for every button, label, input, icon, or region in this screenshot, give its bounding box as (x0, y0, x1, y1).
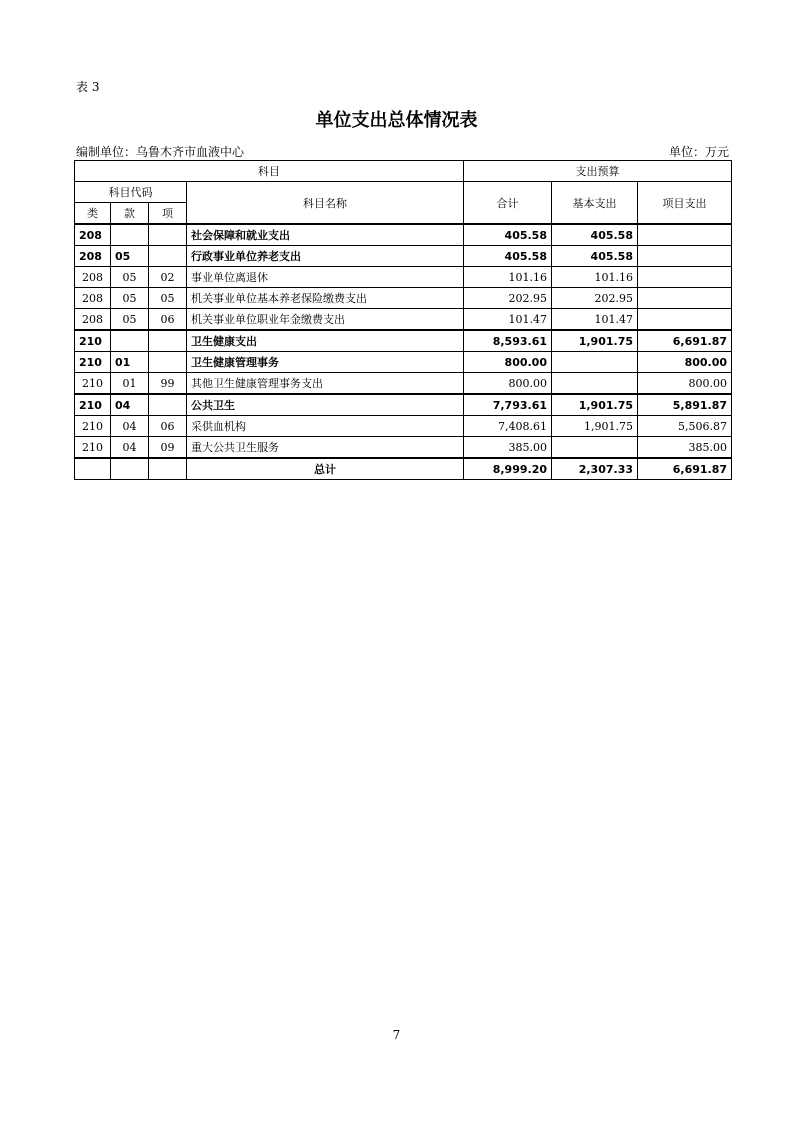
header-name: 科目名称 (187, 182, 464, 225)
cell-basic: 405.58 (552, 224, 638, 246)
cell-basic: 1,901.75 (552, 416, 638, 437)
header-lei: 类 (75, 203, 111, 225)
cell-project: 5,506.87 (638, 416, 732, 437)
cell-kuan: 05 (111, 246, 149, 267)
cell-lei: 208 (75, 224, 111, 246)
header-project: 项目支出 (638, 182, 732, 225)
cell-name: 采供血机构 (187, 416, 464, 437)
cell-xiang: 02 (149, 267, 187, 288)
cell-xiang: 05 (149, 288, 187, 309)
expenditure-table (74, 160, 732, 480)
cell-xiang (149, 224, 187, 246)
cell-name: 机关事业单位基本养老保险缴费支出 (187, 288, 464, 309)
cell-project: 385.00 (638, 437, 732, 459)
cell-name: 卫生健康支出 (187, 330, 464, 352)
cell-name: 其他卫生健康管理事务支出 (187, 373, 464, 395)
cell-xiang: 06 (149, 416, 187, 437)
page-title: 单位支出总体情况表 (315, 110, 478, 131)
cell-lei: 210 (75, 373, 111, 395)
table-row (75, 309, 732, 331)
cell-lei: 208 (75, 309, 111, 331)
cell-lei: 208 (75, 267, 111, 288)
cell-basic: 1,901.75 (552, 394, 638, 416)
header-kuan: 款 (111, 203, 149, 225)
total-basic: 2,307.33 (552, 458, 638, 480)
table-row (75, 224, 732, 246)
table-row (75, 394, 732, 416)
table-row (75, 288, 732, 309)
cell-total: 405.58 (464, 224, 552, 246)
cell-total: 405.58 (464, 246, 552, 267)
cell-project (638, 288, 732, 309)
cell-lei: 210 (75, 416, 111, 437)
cell-basic: 101.16 (552, 267, 638, 288)
header-basic: 基本支出 (552, 182, 638, 225)
cell-total: 202.95 (464, 288, 552, 309)
table-row (75, 267, 732, 288)
cell-total: 7,793.61 (464, 394, 552, 416)
total-project: 6,691.87 (638, 458, 732, 480)
cell-kuan: 04 (111, 416, 149, 437)
cell-kuan: 05 (111, 267, 149, 288)
cell-kuan (111, 224, 149, 246)
unit-label: 单位：万元 (668, 145, 729, 159)
cell-project: 800.00 (638, 352, 732, 373)
cell-xiang: 06 (149, 309, 187, 331)
cell-name: 社会保障和就业支出 (187, 224, 464, 246)
cell-project (638, 246, 732, 267)
cell-xiang: 99 (149, 373, 187, 395)
cell-total: 7,408.61 (464, 416, 552, 437)
table-row (75, 416, 732, 437)
org-label: 编制单位：乌鲁木齐市血液中心 (76, 145, 245, 159)
cell-xiang: 09 (149, 437, 187, 459)
table-row (75, 352, 732, 373)
cell-kuan: 04 (111, 437, 149, 459)
cell-total: 385.00 (464, 437, 552, 459)
cell-kuan (111, 458, 149, 480)
cell-lei: 210 (75, 330, 111, 352)
cell-basic: 202.95 (552, 288, 638, 309)
cell-name: 公共卫生 (187, 394, 464, 416)
cell-project: 6,691.87 (638, 330, 732, 352)
cell-kuan: 05 (111, 309, 149, 331)
cell-lei: 208 (75, 246, 111, 267)
cell-basic: 405.58 (552, 246, 638, 267)
cell-lei: 210 (75, 437, 111, 459)
cell-xiang (149, 246, 187, 267)
cell-name: 机关事业单位职业年金缴费支出 (187, 309, 464, 331)
cell-basic (552, 373, 638, 395)
cell-basic: 1,901.75 (552, 330, 638, 352)
cell-project (638, 309, 732, 331)
total-label: 总计 (187, 458, 464, 480)
cell-total: 800.00 (464, 373, 552, 395)
table-tag: 表 3 (76, 80, 100, 94)
header-xiang: 项 (149, 203, 187, 225)
total-total: 8,999.20 (464, 458, 552, 480)
cell-kuan (111, 330, 149, 352)
cell-project (638, 267, 732, 288)
cell-xiang (149, 394, 187, 416)
header-budget: 支出预算 (464, 161, 732, 182)
total-row (75, 458, 732, 480)
header-subject: 科目 (75, 161, 464, 182)
cell-lei: 210 (75, 394, 111, 416)
cell-basic: 101.47 (552, 309, 638, 331)
cell-kuan: 04 (111, 394, 149, 416)
cell-lei (75, 458, 111, 480)
table-row (75, 246, 732, 267)
page-number: 7 (392, 1028, 401, 1042)
cell-kuan: 01 (111, 352, 149, 373)
cell-lei: 210 (75, 352, 111, 373)
table-row (75, 437, 732, 459)
cell-name: 行政事业单位养老支出 (187, 246, 464, 267)
cell-xiang (149, 458, 187, 480)
cell-kuan: 05 (111, 288, 149, 309)
cell-xiang (149, 330, 187, 352)
table-row (75, 330, 732, 352)
cell-name: 事业单位离退休 (187, 267, 464, 288)
cell-total: 101.16 (464, 267, 552, 288)
cell-name: 重大公共卫生服务 (187, 437, 464, 459)
cell-basic (552, 437, 638, 459)
cell-xiang (149, 352, 187, 373)
header-total: 合计 (464, 182, 552, 225)
cell-total: 8,593.61 (464, 330, 552, 352)
cell-project (638, 224, 732, 246)
cell-kuan: 01 (111, 373, 149, 395)
cell-name: 卫生健康管理事务 (187, 352, 464, 373)
cell-project: 5,891.87 (638, 394, 732, 416)
cell-total: 101.47 (464, 309, 552, 331)
cell-lei: 208 (75, 288, 111, 309)
header-code: 科目代码 (75, 182, 187, 203)
table-row (75, 373, 732, 395)
cell-basic (552, 352, 638, 373)
cell-project: 800.00 (638, 373, 732, 395)
cell-total: 800.00 (464, 352, 552, 373)
